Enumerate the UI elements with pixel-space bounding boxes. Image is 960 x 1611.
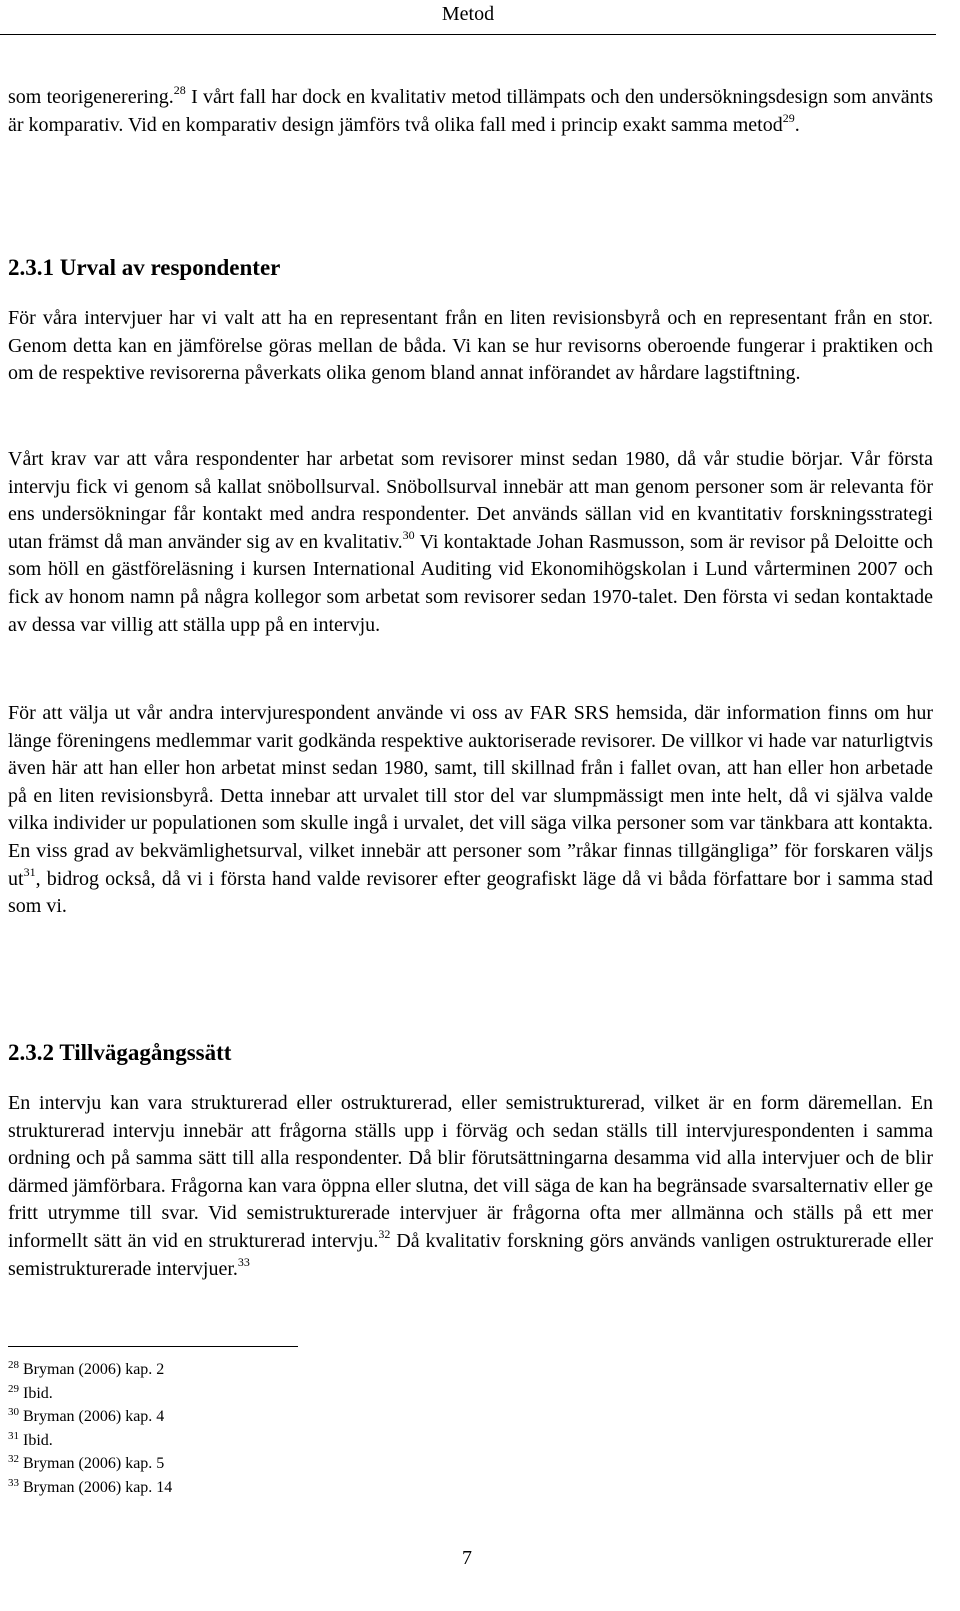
footnote-text: Bryman (2006) kap. 5 xyxy=(23,1455,165,1473)
text-run: I vårt fall har dock en kvalitativ metod tillämpats och den undersökningsdesign som använts är komparativ. Vid en komparativ design jämförs två olika fall med i princip exakt samma metod xyxy=(8,86,934,136)
footnote xyxy=(8,1476,172,1500)
text-run: För att välja ut vår andra intervjurespondent använde vi oss av FAR SRS hemsida, där information finns om hur länge föreningens medlemmar varit godkända respektive auktoriserade revisorer. De villkor vi hade var naturligtvis även här att han eller hon arbetat minst sedan 1980, samt, till skillnad från i fallet ovan, att han eller hon arbetade på en liten revisionsbyrå. Detta innebar att urvalet till stor del var slumpmässigt men inte helt, då vi själva valde vilka individer ur populationen som skulle ingå i urvalet, det vill säga vilka personer som var tänkbara att kontakta. En viss grad av bekvämlighetsurval, vilket innebär att personer som ”råkar finnas tillgängliga” för forskaren väljs ut xyxy=(8,702,933,890)
footnote-ref-32[interactable]: 32 xyxy=(378,1226,391,1241)
footnote xyxy=(8,1405,172,1429)
footnote-number: 28 xyxy=(8,1359,19,1371)
footnote-ref-31[interactable]: 31 xyxy=(23,864,36,879)
body-paragraph: För våra intervjuer har vi valt att ha en representant från en liten revisionsbyrå och en representant från en stor. Genom detta kan en jämförelse göras mellan de båda. Vi kan se hur revisorns oberoende fungerar i praktiken och om de respektive revisorerna påverkats olika genom bland annat införandet av hårdare lagstiftning. xyxy=(8,307,933,385)
footnote-divider xyxy=(8,1346,298,1347)
footnote xyxy=(8,1429,172,1453)
text-run: . xyxy=(794,113,800,136)
footnote xyxy=(8,1358,172,1382)
text-run: En intervju kan vara strukturerad eller ostrukturerad, eller semistrukturerad, vilket är en form däremellan. En strukturerad intervju innebär att frågorna ställs upp i förväg och sedan ställs till intervjurespondenten i samma ordning och på samma sätt till alla respondenter. Då blir förutsättningarna desamma vid alla intervjuer och de blir därmed jämförbara. Frågorna kan vara öppna eller slutna, det vill säga de kan ha begränsade svarsalternativ eller ge fritt utrymme till svar. Vid semistrukturerade intervjuer är frågorna ofta mer allmänna och ställs på ett mer informellt sätt än vid en strukturerad intervju. xyxy=(8,1092,933,1252)
section-heading-tillvagagangssatt: 2.3.2 Tillvägagångssätt xyxy=(8,1040,232,1065)
body-paragraph xyxy=(8,700,933,921)
text-run: Då kvalitativ forskning görs används vanligen ostrukturerade eller semistrukturerade intervjuer. xyxy=(8,1229,933,1280)
header-divider xyxy=(0,34,936,35)
body-paragraph xyxy=(8,1090,933,1283)
footnote-number: 29 xyxy=(8,1382,19,1395)
text-run: Vårt krav var att våra respondenter har arbetat som revisorer minst sedan 1980, då vår studie börjar. Vår första intervju fick vi genom så kallat snöbollsurval. Snöbollsurval innebär att man genom personer som är relevanta för ens undersökningar får kontakt med andra respondenter. Det används sällan vid en kvantitativ forskningsstrategi utan främst då man använder sig av en kvalitativ. xyxy=(8,448,933,553)
running-header: Metod xyxy=(441,3,495,25)
body-paragraph xyxy=(8,446,933,639)
intro-paragraph xyxy=(8,84,933,139)
footnote-number: 32 xyxy=(8,1453,19,1466)
footnote-text: Bryman (2006) kap. 2 xyxy=(23,1361,165,1378)
footnote-text: Bryman (2006) kap. 4 xyxy=(23,1408,165,1426)
section-heading-urval: 2.3.1 Urval av respondenter xyxy=(8,255,281,280)
footnote-text: Ibid. xyxy=(23,1384,53,1402)
footnote-ref-29[interactable]: 29 xyxy=(782,110,795,125)
footnote-ref-33[interactable]: 33 xyxy=(237,1254,250,1269)
footnote xyxy=(8,1452,172,1476)
footnote-number: 31 xyxy=(8,1429,19,1442)
footnote-ref-30[interactable]: 30 xyxy=(402,527,415,542)
footnote-ref-28[interactable]: 28 xyxy=(173,83,186,97)
text-run: som teorigenerering. xyxy=(8,86,174,108)
footnote xyxy=(8,1382,172,1406)
footnote-text: Ibid. xyxy=(23,1431,53,1449)
page-number: 7 xyxy=(462,1547,472,1569)
footnote-number: 30 xyxy=(8,1406,19,1419)
footnote-number: 33 xyxy=(8,1476,19,1489)
text-run: , bidrog också, då vi i första hand valde revisorer efter geografiskt läge då vi båda författare bor i samma stad som vi. xyxy=(8,867,933,918)
footnote-text: Bryman (2006) kap. 14 xyxy=(23,1478,173,1496)
text-run: Vi kontaktade Johan Rasmusson, som är revisor på Deloitte och som höll en gästföreläsning i kursen International Auditing vid Ekonomihögskolan i Lund vårterminen 2007 och fick av honom namn på några kollegor som arbetat som revisorer sedan 1970-talet. Den första vi sedan kontaktade av dessa var villig att ställa upp på en intervju. xyxy=(8,530,933,636)
footnote-list xyxy=(8,1358,172,1500)
